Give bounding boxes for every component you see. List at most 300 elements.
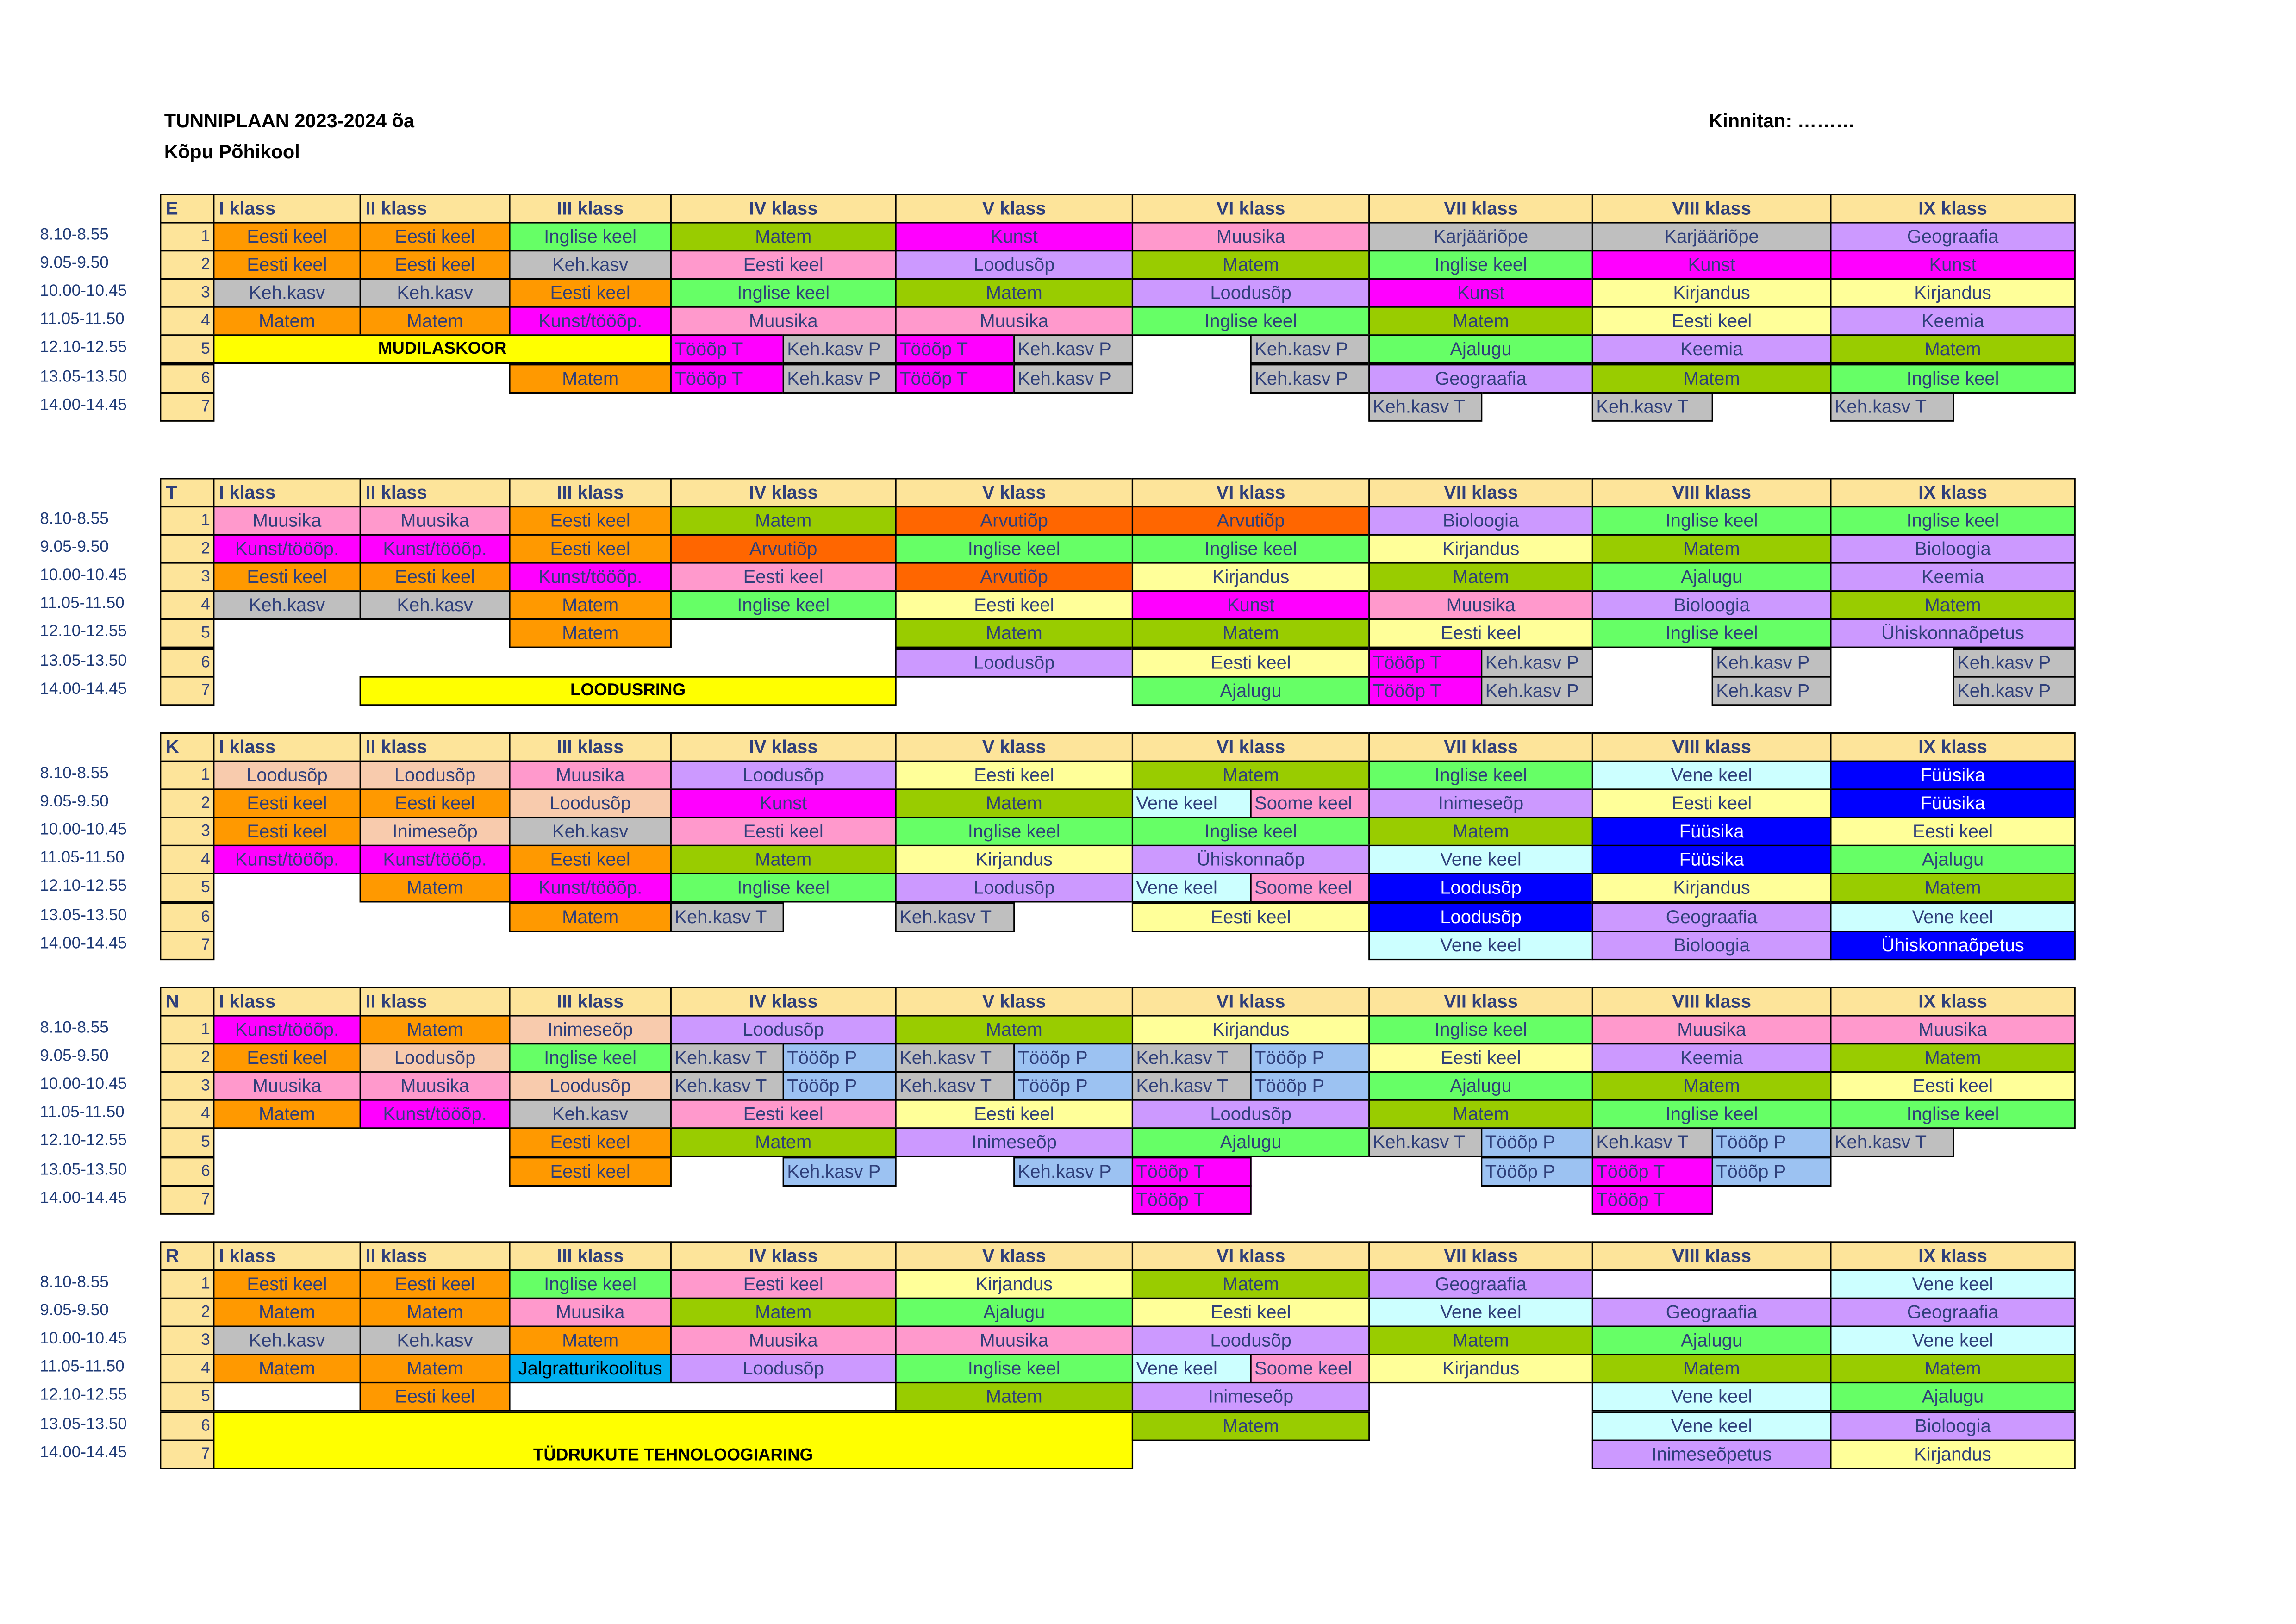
lesson-cell: Muusika: [360, 1071, 511, 1101]
lesson-cell: [1592, 1269, 1832, 1299]
lesson-cell: Eesti keel: [670, 817, 897, 847]
column-header: IV klass: [670, 732, 897, 762]
column-header: IV klass: [670, 478, 897, 507]
period-number: 4: [160, 845, 214, 875]
lesson-cell: Kunst/tööõp.: [360, 845, 511, 875]
time-label: 14.00-14.45: [40, 396, 127, 414]
lesson-cell: Kirjandus: [895, 1269, 1134, 1299]
lesson-cell: Loodusõp: [509, 1071, 672, 1101]
column-header: VIII klass: [1592, 478, 1832, 507]
time-label: 11.05-11.50: [40, 311, 125, 329]
column-header: III klass: [509, 987, 672, 1017]
lesson-cell: Matem: [360, 1015, 511, 1044]
column-header: III klass: [509, 478, 672, 507]
period-number: 7: [160, 392, 214, 421]
period-number: 3: [160, 562, 214, 592]
lesson-cell: Vene keel: [1830, 1326, 2076, 1355]
column-header: I klass: [213, 194, 361, 224]
period-number: 6: [160, 363, 214, 393]
column-header: IV klass: [670, 194, 897, 224]
time-label: 10.00-10.45: [40, 821, 127, 839]
time-label: 13.05-13.50: [40, 368, 127, 386]
lesson-cell: Vene keel: [1368, 1298, 1593, 1327]
lesson-cell: Tööõp T: [1592, 1156, 1713, 1186]
lesson-cell: Matem: [360, 306, 511, 336]
period-number: 3: [160, 817, 214, 847]
lesson-cell: Eesti keel: [1132, 902, 1370, 931]
column-header: I klass: [213, 1241, 361, 1271]
lesson-cell: Kunst/tööõp.: [213, 845, 361, 875]
lesson-cell: Kirjandus: [1132, 1015, 1370, 1044]
lesson-cell: Matem: [360, 1354, 511, 1384]
lesson-cell: Ajalugu: [1132, 675, 1370, 705]
lesson-cell: Matem: [1830, 1354, 2076, 1384]
time-label: 13.05-13.50: [40, 906, 127, 924]
lesson-cell: Bioloogia: [1592, 591, 1832, 620]
lesson-cell: Füüsika: [1592, 845, 1832, 875]
lesson-cell: Kunst/tööõp.: [360, 1099, 511, 1129]
lesson-cell: Tööõp P: [1250, 1071, 1370, 1101]
time-label: 12.10-12.55: [40, 623, 127, 642]
lesson-cell: Kirjandus: [895, 845, 1134, 875]
column-header: VII klass: [1368, 732, 1593, 762]
lesson-cell: Vene keel: [1132, 789, 1252, 818]
lesson-cell: Keh.kasv P: [783, 335, 897, 365]
lesson-cell: Matem: [670, 845, 897, 875]
period-number: 6: [160, 902, 214, 931]
time-label: 8.10-8.55: [40, 510, 109, 528]
lesson-cell: Eesti keel: [1592, 306, 1832, 336]
period-number: 4: [160, 591, 214, 620]
lesson-cell: Kunst: [1592, 250, 1832, 280]
lesson-cell: Matem: [1830, 874, 2076, 903]
lesson-cell: Ühiskonnaõp: [1132, 845, 1370, 875]
lesson-cell: Inglise keel: [1592, 1099, 1832, 1129]
column-header: III klass: [509, 1241, 672, 1271]
lesson-cell: Keh.kasv T: [895, 1043, 1015, 1073]
column-header: V klass: [895, 732, 1134, 762]
lesson-cell: Vene keel: [1368, 845, 1593, 875]
period-number: 5: [160, 335, 214, 365]
period-number: 1: [160, 222, 214, 251]
lesson-cell: Kunst: [1368, 278, 1593, 308]
lesson-cell: Keh.kasv: [509, 1099, 672, 1129]
lesson-cell: Matem: [895, 789, 1134, 818]
lesson-cell: Keh.kasv P: [1013, 335, 1133, 365]
lesson-cell: Loodusõp: [895, 250, 1134, 280]
lesson-cell: Eesti keel: [360, 1382, 511, 1412]
lesson-cell: Keh.kasv: [509, 250, 672, 280]
lesson-cell: Bioloogia: [1830, 534, 2076, 564]
lesson-cell: Loodusõp: [1132, 1099, 1370, 1129]
lesson-cell: Soome keel: [1250, 874, 1370, 903]
lesson-cell: Tööõp T: [670, 363, 784, 393]
lesson-cell: Kunst/tööõp.: [360, 534, 511, 564]
lesson-cell: Kirjandus: [1592, 874, 1832, 903]
lesson-cell: Inglise keel: [1368, 1015, 1593, 1044]
lesson-cell: Kirjandus: [1132, 562, 1370, 592]
lesson-cell: Keh.kasv P: [1250, 335, 1370, 365]
lesson-cell: Keh.kasv T: [670, 902, 784, 931]
lesson-cell: Ajalugu: [1368, 335, 1593, 365]
lesson-cell: Vene keel: [1368, 930, 1593, 960]
lesson-cell: Arvutiõp: [1132, 506, 1370, 536]
lesson-cell: Eesti keel: [360, 1269, 511, 1299]
period-number: 6: [160, 1156, 214, 1186]
lesson-cell: Inimeseõp: [1132, 1382, 1370, 1412]
lesson-cell: Keh.kasv P: [1481, 647, 1593, 677]
column-header: I klass: [213, 987, 361, 1017]
lesson-cell: Matem: [1592, 534, 1832, 564]
lesson-cell: Inglise keel: [1132, 306, 1370, 336]
lesson-cell: Eesti keel: [670, 1099, 897, 1129]
lesson-cell: Eesti keel: [213, 1043, 361, 1073]
column-header: VIII klass: [1592, 1241, 1832, 1271]
time-label: 9.05-9.50: [40, 254, 109, 273]
column-header: I klass: [213, 732, 361, 762]
lesson-cell: Matem: [1592, 1354, 1832, 1384]
lesson-cell: Keh.kasv T: [1132, 1043, 1252, 1073]
lesson-cell: Ühiskonnaõpetus: [1830, 930, 2076, 960]
lesson-cell: Eesti keel: [895, 761, 1134, 790]
lesson-cell: Matem: [360, 1298, 511, 1327]
lesson-cell: Muusika: [1368, 591, 1593, 620]
lesson-cell: Kirjandus: [1830, 278, 2076, 308]
time-label: 8.10-8.55: [40, 1019, 109, 1037]
lesson-cell: Ajalugu: [1368, 1071, 1593, 1101]
lesson-cell: Matem: [1368, 306, 1593, 336]
column-header: V klass: [895, 1241, 1134, 1271]
lesson-cell: Tööõp P: [1712, 1156, 1832, 1186]
lesson-cell: Matem: [1132, 1411, 1370, 1440]
day-label: E: [160, 194, 214, 224]
lesson-cell: Keh.kasv P: [1481, 675, 1593, 705]
lesson-cell: Ajalugu: [1592, 562, 1832, 592]
lesson-cell: Inglise keel: [670, 874, 897, 903]
lesson-cell: Matem: [1368, 817, 1593, 847]
lesson-cell: Matem: [895, 1382, 1134, 1412]
time-label: 13.05-13.50: [40, 1415, 127, 1433]
lesson-cell: Tööõp T: [895, 363, 1015, 393]
day-label: T: [160, 478, 214, 507]
lesson-cell: Kirjandus: [1368, 1354, 1593, 1384]
lesson-cell: Loodusõp: [895, 874, 1134, 903]
lesson-cell: Matem: [213, 1354, 361, 1384]
lesson-cell: Eesti keel: [360, 250, 511, 280]
time-label: 13.05-13.50: [40, 651, 127, 670]
lesson-cell: Keh.kasv T: [895, 1071, 1015, 1101]
lesson-cell: Matem: [1368, 562, 1593, 592]
lesson-cell: Muusika: [895, 1326, 1134, 1355]
lesson-cell: Eesti keel: [509, 506, 672, 536]
lesson-cell: Inimeseõp: [1368, 789, 1593, 818]
lesson-cell: Eesti keel: [213, 222, 361, 251]
column-header: II klass: [360, 194, 511, 224]
column-header: VII klass: [1368, 478, 1593, 507]
column-header: VI klass: [1132, 194, 1370, 224]
period-number: 4: [160, 1099, 214, 1129]
time-label: 11.05-11.50: [40, 1358, 125, 1377]
lesson-cell: Eesti keel: [360, 789, 511, 818]
time-label: 8.10-8.55: [40, 765, 109, 783]
period-number: 3: [160, 1071, 214, 1101]
lesson-cell: Tööõp P: [1013, 1043, 1133, 1073]
lesson-cell: Matem: [213, 1298, 361, 1327]
lesson-cell: Keh.kasv P: [1712, 675, 1832, 705]
lesson-cell: Tööõp T: [670, 335, 784, 365]
period-number: 1: [160, 1015, 214, 1044]
column-header: VI klass: [1132, 732, 1370, 762]
lesson-cell: Inimeseõp: [360, 817, 511, 847]
column-header: III klass: [509, 194, 672, 224]
time-label: 14.00-14.45: [40, 1189, 127, 1207]
lesson-cell: Keh.kasv T: [1368, 392, 1482, 421]
lesson-cell: Kirjandus: [1830, 1439, 2076, 1468]
lesson-cell: Muusika: [670, 306, 897, 336]
lesson-cell: Inglise keel: [1830, 363, 2076, 393]
lesson-cell: Inglise keel: [895, 1354, 1134, 1384]
lesson-cell: Loodusõp: [670, 1354, 897, 1384]
lesson-cell: Vene keel: [1592, 1411, 1832, 1440]
column-header: II klass: [360, 732, 511, 762]
lesson-cell: Eesti keel: [509, 845, 672, 875]
lesson-cell: Inglise keel: [895, 534, 1134, 564]
time-label: 11.05-11.50: [40, 1104, 125, 1122]
lesson-cell: Tööõp T: [1592, 1185, 1713, 1214]
lesson-cell: Eesti keel: [509, 278, 672, 308]
lesson-cell: Matem: [509, 363, 672, 393]
time-label: 8.10-8.55: [40, 1274, 109, 1292]
lesson-cell: Arvutiõp: [670, 534, 897, 564]
lesson-cell: Ajalugu: [1132, 1128, 1370, 1158]
lesson-cell: Kunst/tööõp.: [213, 1015, 361, 1044]
lesson-cell: Tööõp P: [783, 1071, 897, 1101]
lesson-cell: Inimeseõp: [895, 1128, 1134, 1158]
lesson-cell: Karjääriõpe: [1368, 222, 1593, 251]
time-label: 12.10-12.55: [40, 1132, 127, 1150]
lesson-cell: Eesti keel: [213, 789, 361, 818]
column-header: IX klass: [1830, 1241, 2076, 1271]
lesson-cell: Loodusõp: [1368, 902, 1593, 931]
lesson-cell: Kunst/tööõp.: [509, 874, 672, 903]
lesson-cell: Keh.kasv: [360, 591, 511, 620]
lesson-cell: Muusika: [1132, 222, 1370, 251]
lesson-cell: Keh.kasv T: [1368, 1128, 1482, 1158]
period-number: 2: [160, 250, 214, 280]
lesson-cell: Keh.kasv P: [1953, 675, 2076, 705]
time-label: 9.05-9.50: [40, 1047, 109, 1066]
column-header: II klass: [360, 478, 511, 507]
lesson-cell: Vene keel: [1132, 874, 1252, 903]
time-label: 14.00-14.45: [40, 680, 127, 698]
lesson-cell: Arvutiõp: [895, 506, 1134, 536]
lesson-cell: Keh.kasv: [213, 591, 361, 620]
lesson-cell: Geograafia: [1368, 363, 1593, 393]
lesson-cell: Eesti keel: [1830, 1071, 2076, 1101]
lesson-cell: Keh.kasv P: [1712, 647, 1832, 677]
activity-banner: MUDILASKOOR: [213, 335, 672, 365]
lesson-cell: Matem: [670, 222, 897, 251]
lesson-cell: Muusika: [360, 506, 511, 536]
lesson-cell: Keh.kasv T: [1830, 392, 1954, 421]
lesson-cell: Inglise keel: [1368, 250, 1593, 280]
lesson-cell: Eesti keel: [1830, 817, 2076, 847]
column-header: VI klass: [1132, 987, 1370, 1017]
lesson-cell: Kirjandus: [1592, 278, 1832, 308]
column-header: VI klass: [1132, 478, 1370, 507]
lesson-cell: Bioloogia: [1368, 506, 1593, 536]
lesson-cell: Füüsika: [1830, 761, 2076, 790]
lesson-cell: Kunst: [1830, 250, 2076, 280]
lesson-cell: Keemia: [1830, 306, 2076, 336]
period-number: 7: [160, 675, 214, 705]
lesson-cell: Muusika: [509, 1298, 672, 1327]
period-number: 1: [160, 761, 214, 790]
lesson-cell: Matem: [1368, 1099, 1593, 1129]
lesson-cell: Kunst: [1132, 591, 1370, 620]
period-number: 1: [160, 1269, 214, 1299]
lesson-cell: Matem: [509, 1326, 672, 1355]
column-header: IV klass: [670, 1241, 897, 1271]
lesson-cell: Füüsika: [1830, 789, 2076, 818]
lesson-cell: Inglise keel: [1592, 619, 1832, 649]
lesson-cell: [509, 1382, 896, 1412]
lesson-cell: Keh.kasv P: [783, 363, 897, 393]
lesson-cell: Inglise keel: [1830, 506, 2076, 536]
column-header: IX klass: [1830, 478, 2076, 507]
page-title: TUNNIPLAAN 2023-2024 õa: [164, 109, 415, 132]
lesson-cell: Soome keel: [1250, 1354, 1370, 1384]
lesson-cell: Loodusõp: [1368, 874, 1593, 903]
lesson-cell: Keh.kasv: [213, 278, 361, 308]
time-label: 11.05-11.50: [40, 595, 125, 613]
lesson-cell: Inglise keel: [670, 278, 897, 308]
time-label: 12.10-12.55: [40, 878, 127, 896]
lesson-cell: Matem: [1592, 363, 1832, 393]
lesson-cell: Loodusõp: [670, 1015, 897, 1044]
period-number: 2: [160, 1043, 214, 1073]
lesson-cell: Kunst: [670, 789, 897, 818]
lesson-cell: Matem: [1592, 1071, 1832, 1101]
column-header: IV klass: [670, 987, 897, 1017]
lesson-cell: Loodusõp: [895, 647, 1134, 677]
lesson-cell: Keh.kasv T: [1592, 1128, 1713, 1158]
lesson-cell: Matem: [670, 506, 897, 536]
lesson-cell: Loodusõp: [360, 761, 511, 790]
lesson-cell: Tööõp T: [1368, 675, 1482, 705]
lesson-cell: Keh.kasv: [360, 278, 511, 308]
lesson-cell: Ajalugu: [1830, 845, 2076, 875]
lesson-cell: Inglise keel: [895, 817, 1134, 847]
lesson-cell: Tööõp T: [1368, 647, 1482, 677]
column-header: VIII klass: [1592, 732, 1832, 762]
time-label: 12.10-12.55: [40, 339, 127, 357]
lesson-cell: Inimeseõpetus: [1592, 1439, 1832, 1468]
lesson-cell: Kunst: [895, 222, 1134, 251]
lesson-cell: Eesti keel: [213, 562, 361, 592]
lesson-cell: Bioloogia: [1830, 1411, 2076, 1440]
lesson-cell: Loodusõp: [1132, 1326, 1370, 1355]
lesson-cell: Matem: [213, 1099, 361, 1129]
lesson-cell: Inglise keel: [1132, 534, 1370, 564]
lesson-cell: Vene keel: [1592, 1382, 1832, 1412]
column-header: V klass: [895, 194, 1134, 224]
lesson-cell: Matem: [360, 874, 511, 903]
lesson-cell: Geograafia: [1592, 1298, 1832, 1327]
column-header: VII klass: [1368, 987, 1593, 1017]
lesson-cell: Eesti keel: [895, 591, 1134, 620]
lesson-cell: Matem: [1132, 761, 1370, 790]
day-label: K: [160, 732, 214, 762]
time-label: 10.00-10.45: [40, 567, 127, 585]
lesson-cell: Keh.kasv: [360, 1326, 511, 1355]
lesson-cell: Matem: [670, 1298, 897, 1327]
lesson-cell: Arvutiõp: [895, 562, 1134, 592]
lesson-cell: Inglise keel: [1368, 761, 1593, 790]
school-name: Kõpu Põhikool: [164, 140, 300, 163]
period-number: 5: [160, 619, 214, 649]
lesson-cell: Eesti keel: [360, 562, 511, 592]
lesson-cell: Keh.kasv P: [1013, 363, 1133, 393]
lesson-cell: Keh.kasv T: [670, 1071, 784, 1101]
period-number: 6: [160, 1411, 214, 1440]
lesson-cell: Tööõp P: [1481, 1156, 1593, 1186]
column-header: II klass: [360, 1241, 511, 1271]
time-label: 9.05-9.50: [40, 538, 109, 556]
lesson-cell: Eesti keel: [509, 534, 672, 564]
lesson-cell: Keh.kasv: [213, 1326, 361, 1355]
lesson-cell: Inglise keel: [1830, 1099, 2076, 1129]
lesson-cell: Keh.kasv P: [1250, 363, 1370, 393]
column-header: V klass: [895, 478, 1134, 507]
column-header: I klass: [213, 478, 361, 507]
column-header: IX klass: [1830, 987, 2076, 1017]
lesson-cell: Kunst/tööõp.: [509, 306, 672, 336]
time-label: 10.00-10.45: [40, 283, 127, 301]
lesson-cell: Tööõp P: [1250, 1043, 1370, 1073]
period-number: 5: [160, 1128, 214, 1158]
lesson-cell: Vene keel: [1592, 761, 1832, 790]
lesson-cell: Geograafia: [1830, 1298, 2076, 1327]
lesson-cell: Muusika: [1830, 1015, 2076, 1044]
lesson-cell: Inimeseõp: [509, 1015, 672, 1044]
lesson-cell: Matem: [670, 1128, 897, 1158]
period-number: 3: [160, 278, 214, 308]
lesson-cell: Geograafia: [1368, 1269, 1593, 1299]
lesson-cell: Eesti keel: [509, 1128, 672, 1158]
lesson-cell: Matem: [1830, 591, 2076, 620]
lesson-cell: Füüsika: [1592, 817, 1832, 847]
lesson-cell: Ajalugu: [1592, 1326, 1832, 1355]
lesson-cell: Matem: [509, 902, 672, 931]
lesson-cell: Muusika: [1592, 1015, 1832, 1044]
lesson-cell: Eesti keel: [670, 1269, 897, 1299]
lesson-cell: Muusika: [213, 506, 361, 536]
time-label: 14.00-14.45: [40, 934, 127, 952]
period-number: 2: [160, 1298, 214, 1327]
time-label: 10.00-10.45: [40, 1330, 127, 1349]
lesson-cell: Inglise keel: [509, 1269, 672, 1299]
lesson-cell: Keemia: [1592, 1043, 1832, 1073]
lesson-cell: Loodusõp: [509, 789, 672, 818]
lesson-cell: [213, 1382, 361, 1412]
lesson-cell: Loodusõp: [213, 761, 361, 790]
column-header: IX klass: [1830, 194, 2076, 224]
column-header: II klass: [360, 987, 511, 1017]
lesson-cell: Keh.kasv T: [895, 902, 1015, 931]
period-number: 2: [160, 789, 214, 818]
lesson-cell: Inglise keel: [670, 591, 897, 620]
